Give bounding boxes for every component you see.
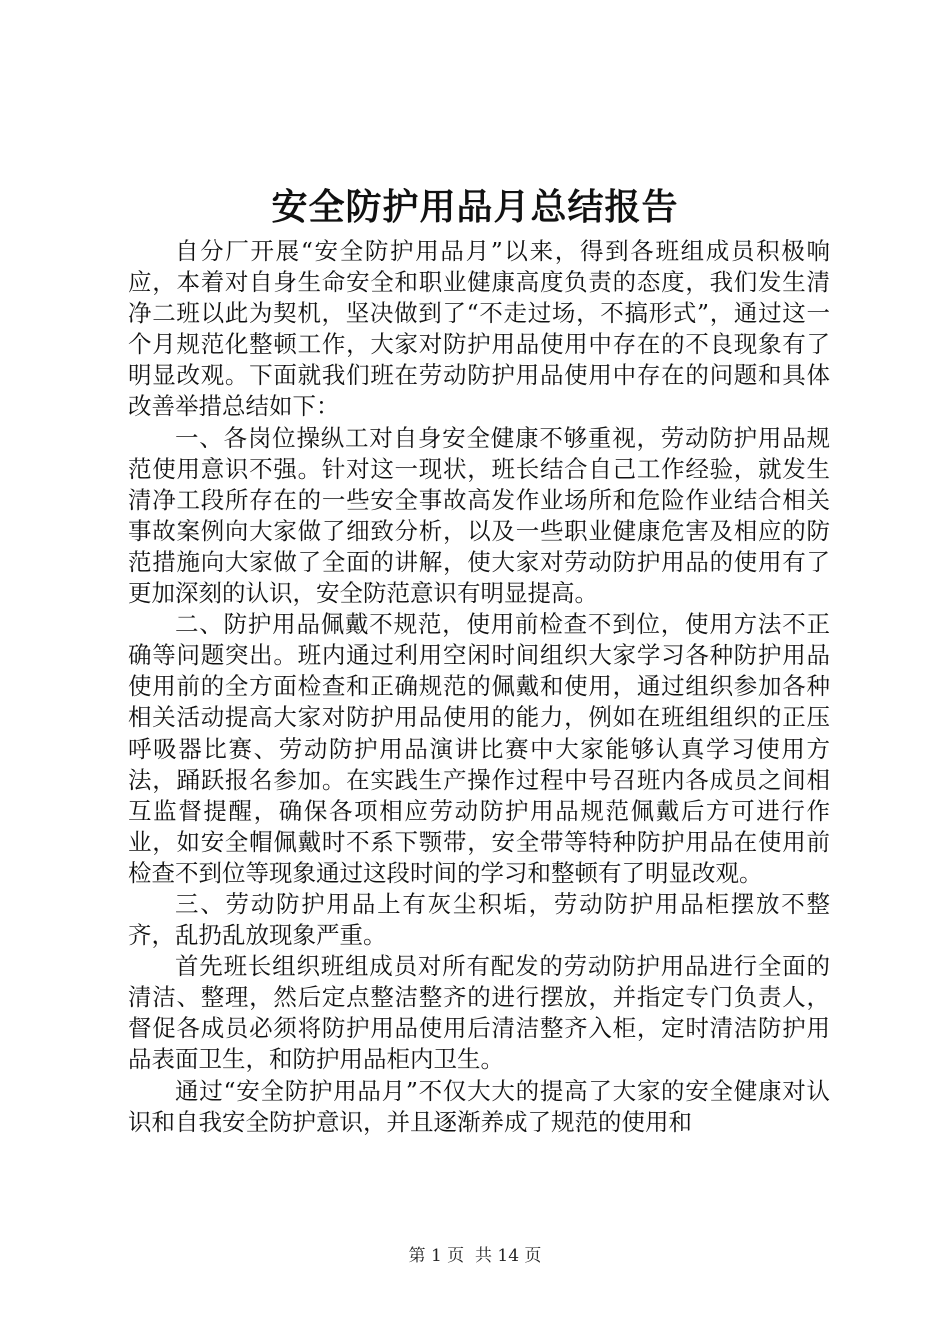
document-body (128, 236, 830, 1138)
paragraph-measures: 首先班长组织班组成员对所有配发的劳动防护用品进行全面的清洁、整理，然后定点整洁整齐的进行摆放，并指定专门负责人，督促各成员必须将防护用品使用后清洁整齐入柜，定时清洁防护用品表面卫生，和防护用品柜内卫生。 (128, 952, 830, 1074)
paragraph-section-2: 二、防护用品佩戴不规范，使用前检查不到位，使用方法不正确等问题突出。班内通过利用空闲时间组织大家学习各种防护用品使用前的全方面检查和正确规范的佩戴和使用，通过组织参加各种相关活动提高大家对防护用品使用的能力，例如在班组组织的正压呼吸器比赛、劳动防护用品演讲比赛中大家能够认真学习使用方法，踊跃报名参加。在实践生产操作过程中号召班内各成员之间相互监督提醒，确保各项相应劳动防护用品规范佩戴后方可进行作业，如安全帽佩戴时不系下颚带，安全带等特种防护用品在使用前检查不到位等现象通过这段时间的学习和整顿有了明显改观。 (128, 610, 830, 887)
paragraph-intro: 自分厂开展“安全防护用品月”以来，得到各班组成员积极响应，本着对自身生命安全和职业健康高度负责的态度，我们发生清净二班以此为契机，坚决做到了“不走过场，不搞形式”，通过这一个月规范化整顿工作，大家对防护用品使用中存在的不良现象有了明显改观。下面就我们班在劳动防护用品使用中存在的问题和具体改善举措总结如下： (128, 237, 830, 421)
paragraph-section-1: 一、各岗位操纵工对自身安全健康不够重视，劳动防护用品规范使用意识不强。针对这一现状，班长结合自己工作经验，就发生清净工段所存在的一些安全事故高发作业场所和危险作业结合相关事故案例向大家做了细致分析，以及一些职业健康危害及相应的防范措施向大家做了全面的讲解，使大家对劳动防护用品的使用有了更加深刻的认识，安全防范意识有明显提高。 (128, 423, 830, 608)
page-footer (0, 1244, 950, 1268)
paragraph-section-3: 三、劳动防护用品上有灰尘积垢，劳动防护用品柜摆放不整齐，乱扔乱放现象严重。 (128, 889, 830, 950)
page-number: 第 1 页 (408, 1246, 465, 1266)
document-title: 安全防护用品月总结报告 (271, 187, 679, 228)
paragraph-conclusion: 通过“安全防护用品月”不仅大大的提高了大家的安全健康对认识和自我安全防护意识，并且逐渐养成了规范的使用和 (128, 1076, 830, 1136)
page-total: 共 14 页 (474, 1246, 542, 1266)
